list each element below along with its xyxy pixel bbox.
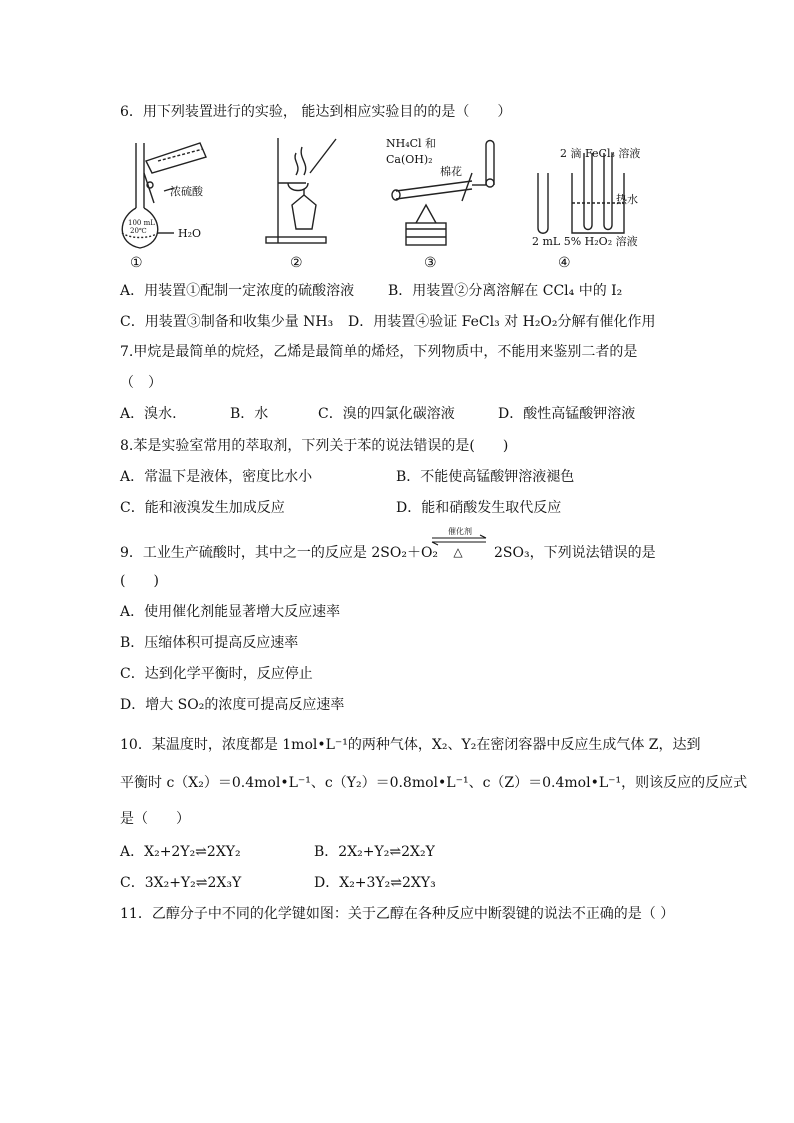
q8-option-b: B．不能使高锰酸钾溶液褪色 — [396, 469, 575, 485]
q8-option-d: D．能和硝酸发生取代反应 — [396, 500, 562, 516]
catalyst-label: 催化剂 — [448, 527, 472, 536]
q6-option-c: C．用装置③制备和收集少量 NH₃ — [120, 314, 334, 330]
q6-apparatus-figure — [118, 133, 678, 273]
label-acid: 浓硫酸 — [170, 185, 203, 198]
q8-stem: 8.苯是实验室常用的萃取剂，下列关于苯的说法错误的是( ) — [120, 438, 509, 454]
label-n1: ① — [130, 255, 143, 271]
apparatus-4 — [538, 153, 624, 233]
q7-option-d: D．酸性高锰酸钾溶液 — [498, 406, 636, 422]
q7-option-c: C．溴的四氯化碳溶液 — [318, 406, 455, 422]
label-hotwater: 热水 — [616, 193, 638, 206]
q7-paren: （ ） — [120, 375, 162, 391]
equilibrium-arrow-icon — [430, 524, 490, 560]
q11-stem: 11．乙醇分子中不同的化学键如图：关于乙醇在各种反应中断裂键的说法不正确的是（ ） — [120, 906, 675, 922]
apparatus-2 — [266, 138, 336, 243]
q6-option-d: D．用装置④验证 FeCl₃ 对 H₂O₂分解有催化作用 — [348, 314, 656, 330]
q9-option-a: A．使用催化剂能显著增大反应速率 — [120, 604, 341, 620]
q8-option-a: A．常温下是液体，密度比水小 — [120, 469, 313, 485]
q9-option-d: D．增大 SO₂的浓度可提高反应速率 — [120, 697, 345, 713]
label-caoh: Ca(OH)₂ — [386, 153, 433, 166]
q8-option-c: C．能和液溴发生加成反应 — [120, 500, 285, 516]
q7-option-b: B．水 — [230, 406, 269, 422]
q10-line3: 是（ ） — [120, 811, 190, 827]
label-nh4cl: NH₄Cl 和 — [386, 137, 437, 150]
q10-option-b: B．2X₂+Y₂⇌2X₂Y — [314, 844, 435, 860]
label-water: H₂O — [178, 227, 202, 240]
q10-option-c: C．3X₂+Y₂⇌2X₃Y — [120, 875, 242, 891]
q6-stem: 6．用下列装置进行的实验， 能达到相应实验目的的是（ ） — [120, 104, 512, 120]
q9-stem-post: 2SO₃，下列说法错误的是 — [494, 545, 656, 561]
heat-label: △ — [453, 545, 463, 559]
q7-stem: 7.甲烷是最简单的烷烃，乙烯是最简单的烯烃，下列物质中，不能用来鉴别二者的是 — [120, 344, 638, 360]
label-n2: ② — [290, 255, 303, 271]
label-h2o2: 2 mL 5% H₂O₂ 溶液 — [532, 235, 638, 248]
q6-option-b: B．用装置②分离溶解在 CCl₄ 中的 I₂ — [388, 283, 623, 299]
label-n4: ④ — [558, 255, 571, 271]
q6-option-a: A．用装置①配制一定浓度的硫酸溶液 — [120, 283, 355, 299]
label-cotton: 棉花 — [440, 165, 462, 178]
q9-option-c: C．达到化学平衡时，反应停止 — [120, 666, 313, 682]
label-n3: ③ — [424, 255, 437, 271]
q9-paren: ( ) — [120, 573, 159, 589]
q9-option-b: B．压缩体积可提高反应速率 — [120, 635, 299, 651]
q10-line2: 平衡时 c（X₂）＝0.4mol•L⁻¹、c（Y₂）＝0.8mol•L⁻¹、c（Z）＝0.4mol•L⁻¹，则该反应的反应式 — [120, 775, 748, 791]
label-flask: 100 mL — [128, 219, 155, 227]
label-flask-temp: 20℃ — [130, 227, 147, 235]
q9-stem-pre: 9．工业生产硫酸时，其中之一的反应是 2SO₂＋O₂ — [120, 545, 439, 561]
q7-option-a: A．溴水. — [120, 406, 177, 422]
q10-option-d: D．X₂+3Y₂⇌2XY₃ — [314, 875, 436, 891]
q10-line1: 10．某温度时，浓度都是 1mol•L⁻¹的两种气体，X₂、Y₂在密闭容器中反应生成气体 Z，达到 — [120, 737, 701, 753]
label-fecl3: 2 滴 FeCl₃ 溶液 — [560, 147, 641, 160]
q10-option-a: A．X₂+2Y₂⇌2XY₂ — [120, 844, 241, 860]
